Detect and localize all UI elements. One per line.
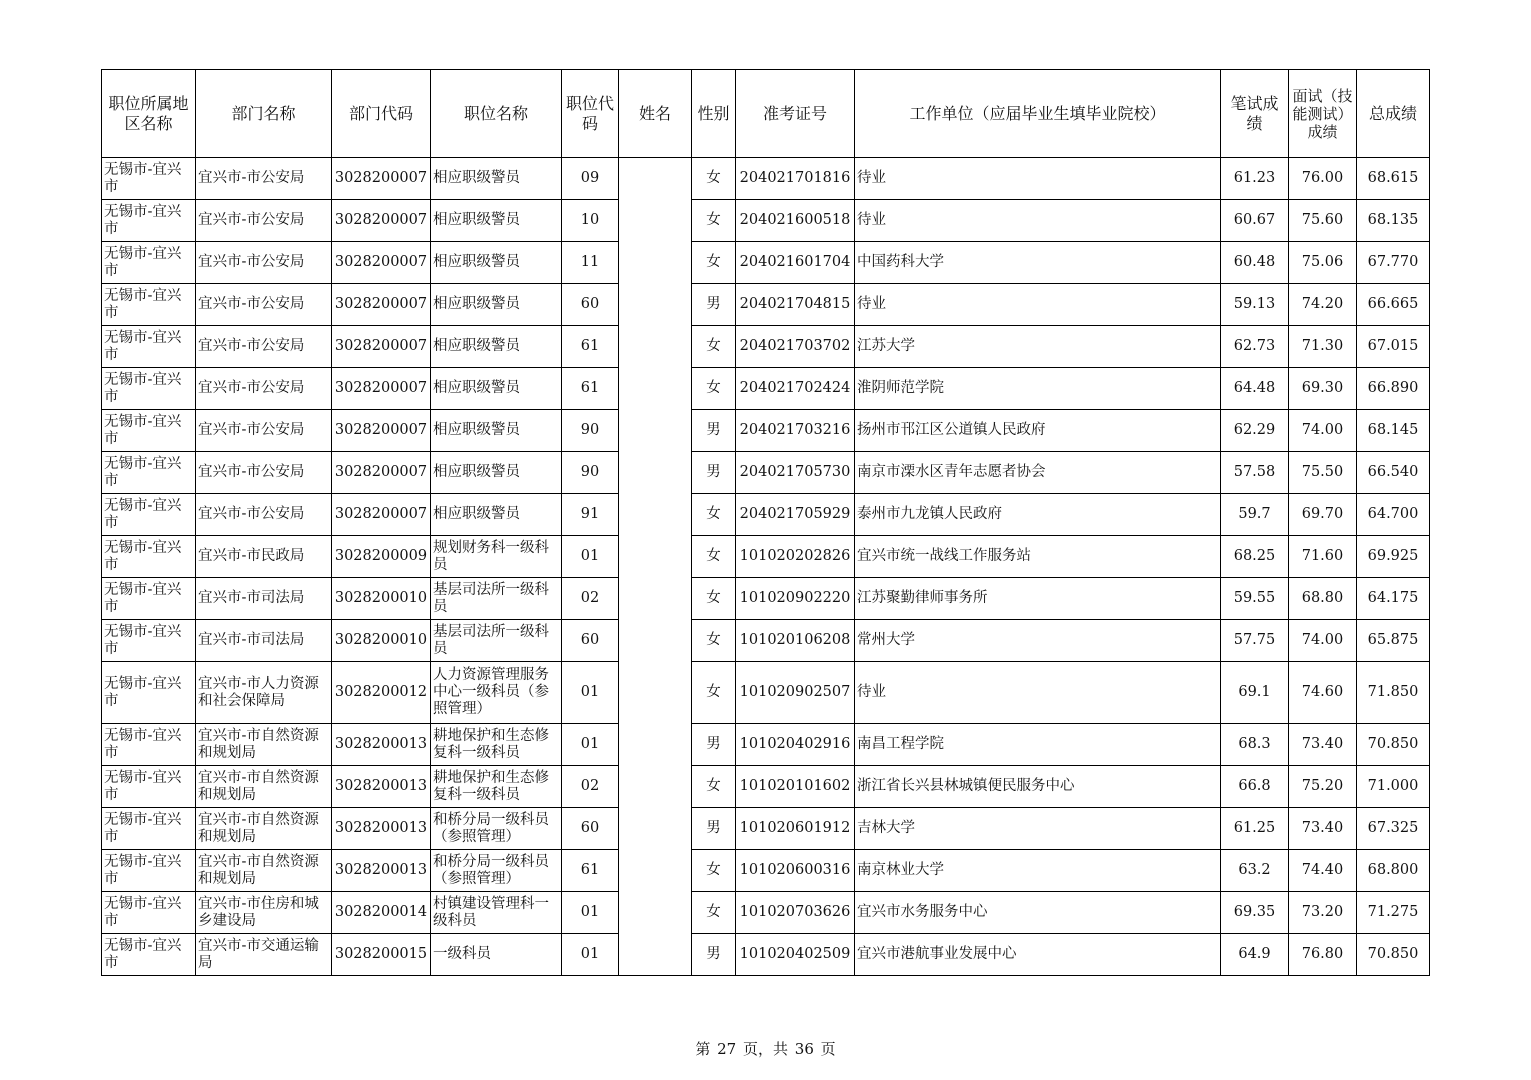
cell-dept-code: 3028200007: [332, 494, 431, 536]
cell-written: 64.9: [1221, 934, 1289, 976]
cell-interview: 73.20: [1289, 892, 1357, 934]
cell-interview: 74.20: [1289, 284, 1357, 326]
cell-position: 基层司法所一级科员: [431, 578, 562, 620]
cell-written: 66.8: [1221, 766, 1289, 808]
cell-dept-code: 3028200007: [332, 284, 431, 326]
cell-employer: 南昌工程学院: [855, 724, 1221, 766]
table-row: [102, 662, 1430, 724]
cell-position: 相应职级警员: [431, 368, 562, 410]
cell-gender: 女: [692, 326, 736, 368]
cell-written: 59.7: [1221, 494, 1289, 536]
cell-position: 相应职级警员: [431, 452, 562, 494]
cell-name: [619, 934, 692, 976]
cell-dept-code: 3028200007: [332, 410, 431, 452]
cell-pos-code: 02: [562, 578, 619, 620]
cell-exam-no: 204021705730: [736, 452, 855, 494]
cell-interview: 71.60: [1289, 536, 1357, 578]
cell-written: 69.35: [1221, 892, 1289, 934]
cell-region: 无锡市-宜兴市: [102, 850, 196, 892]
cell-pos-code: 01: [562, 536, 619, 578]
cell-exam-no: 101020703626: [736, 892, 855, 934]
cell-exam-no: 101020902507: [736, 662, 855, 724]
cell-employer: 宜兴市水务服务中心: [855, 892, 1221, 934]
cell-pos-code: 90: [562, 452, 619, 494]
cell-employer: 南京市溧水区青年志愿者协会: [855, 452, 1221, 494]
cell-position: 耕地保护和生态修复科一级科员: [431, 724, 562, 766]
cell-employer: 吉林大学: [855, 808, 1221, 850]
cell-region: 无锡市-宜兴市: [102, 200, 196, 242]
cell-region: 无锡市-宜兴市: [102, 494, 196, 536]
page-footer: [0, 1038, 1531, 1059]
cell-employer: 南京林业大学: [855, 850, 1221, 892]
cell-dept: 宜兴市-市住房和城乡建设局: [196, 892, 332, 934]
table-row: [102, 536, 1430, 578]
cell-position: 相应职级警员: [431, 410, 562, 452]
cell-gender: 男: [692, 452, 736, 494]
cell-pos-code: 90: [562, 410, 619, 452]
cell-interview: 75.06: [1289, 242, 1357, 284]
score-table: [101, 69, 1430, 976]
cell-position: 和桥分局一级科员（参照管理）: [431, 808, 562, 850]
cell-dept-code: 3028200013: [332, 808, 431, 850]
cell-written: 57.58: [1221, 452, 1289, 494]
table-row: [102, 578, 1430, 620]
table-row: [102, 410, 1430, 452]
cell-exam-no: 204021600518: [736, 200, 855, 242]
cell-gender: 女: [692, 578, 736, 620]
cell-gender: 女: [692, 200, 736, 242]
cell-exam-no: 101020402509: [736, 934, 855, 976]
table-row: [102, 200, 1430, 242]
cell-interview: 74.40: [1289, 850, 1357, 892]
cell-total: 66.540: [1357, 452, 1430, 494]
cell-exam-no: 101020106208: [736, 620, 855, 662]
cell-written: 63.2: [1221, 850, 1289, 892]
cell-interview: 74.60: [1289, 662, 1357, 724]
cell-dept: 宜兴市-市公安局: [196, 242, 332, 284]
cell-pos-code: 01: [562, 724, 619, 766]
header-written: 笔试成绩: [1221, 70, 1289, 158]
cell-interview: 76.00: [1289, 158, 1357, 200]
footer-page-number: 27: [717, 1040, 737, 1058]
cell-name: [619, 200, 692, 242]
cell-position: 相应职级警员: [431, 242, 562, 284]
cell-name: [619, 494, 692, 536]
cell-position: 相应职级警员: [431, 200, 562, 242]
cell-total: 68.135: [1357, 200, 1430, 242]
table-row: [102, 158, 1430, 200]
cell-region: 无锡市-宜兴市: [102, 808, 196, 850]
cell-total: 64.175: [1357, 578, 1430, 620]
cell-exam-no: 204021601704: [736, 242, 855, 284]
cell-position: 耕地保护和生态修复科一级科员: [431, 766, 562, 808]
cell-interview: 74.00: [1289, 620, 1357, 662]
cell-position: 村镇建设管理科一级科员: [431, 892, 562, 934]
cell-position: 相应职级警员: [431, 158, 562, 200]
cell-exam-no: 204021704815: [736, 284, 855, 326]
cell-exam-no: 101020402916: [736, 724, 855, 766]
cell-total: 71.850: [1357, 662, 1430, 724]
cell-name: [619, 242, 692, 284]
cell-dept-code: 3028200012: [332, 662, 431, 724]
cell-region: 无锡市-宜兴市: [102, 934, 196, 976]
cell-written: 59.55: [1221, 578, 1289, 620]
cell-exam-no: 204021705929: [736, 494, 855, 536]
cell-employer: 扬州市邗江区公道镇人民政府: [855, 410, 1221, 452]
cell-dept-code: 3028200010: [332, 620, 431, 662]
header-dept: 部门名称: [196, 70, 332, 158]
cell-region: 无锡市-宜兴市: [102, 242, 196, 284]
cell-name: [619, 536, 692, 578]
cell-written: 60.67: [1221, 200, 1289, 242]
cell-dept: 宜兴市-市公安局: [196, 368, 332, 410]
table-row: [102, 242, 1430, 284]
cell-name: [619, 284, 692, 326]
cell-name: [619, 724, 692, 766]
cell-dept-code: 3028200007: [332, 452, 431, 494]
cell-region: 无锡市-宜兴市: [102, 578, 196, 620]
cell-employer: 泰州市九龙镇人民政府: [855, 494, 1221, 536]
cell-dept-code: 3028200013: [332, 766, 431, 808]
cell-employer: 待业: [855, 200, 1221, 242]
header-total: 总成绩: [1357, 70, 1430, 158]
header-gender: 性别: [692, 70, 736, 158]
cell-gender: 女: [692, 766, 736, 808]
cell-exam-no: 204021703216: [736, 410, 855, 452]
cell-dept: 宜兴市-市自然资源和规划局: [196, 850, 332, 892]
cell-interview: 69.70: [1289, 494, 1357, 536]
cell-gender: 女: [692, 892, 736, 934]
cell-gender: 女: [692, 620, 736, 662]
cell-employer: 淮阴师范学院: [855, 368, 1221, 410]
footer-prefix: 第: [695, 1040, 711, 1058]
header-region: 职位所属地区名称: [102, 70, 196, 158]
cell-dept: 宜兴市-市公安局: [196, 284, 332, 326]
cell-exam-no: 101020600316: [736, 850, 855, 892]
header-employer: 工作单位（应届毕业生填毕业院校）: [855, 70, 1221, 158]
cell-name: [619, 368, 692, 410]
cell-region: 无锡市-宜兴市: [102, 158, 196, 200]
cell-interview: 71.30: [1289, 326, 1357, 368]
cell-employer: 江苏大学: [855, 326, 1221, 368]
cell-gender: 女: [692, 662, 736, 724]
cell-name: [619, 578, 692, 620]
cell-pos-code: 01: [562, 662, 619, 724]
cell-dept-code: 3028200009: [332, 536, 431, 578]
cell-gender: 女: [692, 158, 736, 200]
cell-name: [619, 326, 692, 368]
cell-total: 66.890: [1357, 368, 1430, 410]
cell-written: 59.13: [1221, 284, 1289, 326]
cell-pos-code: 61: [562, 850, 619, 892]
cell-pos-code: 91: [562, 494, 619, 536]
cell-region: 无锡市-宜兴市: [102, 410, 196, 452]
cell-dept: 宜兴市-市交通运输局: [196, 934, 332, 976]
cell-region: 无锡市-宜兴市: [102, 892, 196, 934]
header-name: 姓名: [619, 70, 692, 158]
cell-region: 无锡市-宜兴市: [102, 662, 196, 724]
cell-gender: 女: [692, 536, 736, 578]
cell-gender: 女: [692, 850, 736, 892]
table-row: [102, 326, 1430, 368]
cell-employer: 宜兴市港航事业发展中心: [855, 934, 1221, 976]
cell-interview: 73.40: [1289, 808, 1357, 850]
header-position: 职位名称: [431, 70, 562, 158]
cell-total: 70.850: [1357, 934, 1430, 976]
cell-position: 规划财务科一级科员: [431, 536, 562, 578]
cell-interview: 75.20: [1289, 766, 1357, 808]
cell-written: 61.23: [1221, 158, 1289, 200]
cell-interview: 73.40: [1289, 724, 1357, 766]
cell-exam-no: 204021703702: [736, 326, 855, 368]
cell-dept-code: 3028200015: [332, 934, 431, 976]
cell-dept: 宜兴市-市自然资源和规划局: [196, 724, 332, 766]
cell-position: 相应职级警员: [431, 326, 562, 368]
cell-employer: 浙江省长兴县林城镇便民服务中心: [855, 766, 1221, 808]
cell-position: 人力资源管理服务中心一级科员（参照管理）: [431, 662, 562, 724]
cell-interview: 74.00: [1289, 410, 1357, 452]
header-interview: 面试（技能测试）成绩: [1289, 70, 1357, 158]
cell-written: 61.25: [1221, 808, 1289, 850]
cell-position: 相应职级警员: [431, 284, 562, 326]
cell-name: [619, 158, 692, 200]
cell-dept-code: 3028200007: [332, 158, 431, 200]
table-row: [102, 452, 1430, 494]
cell-employer: 宜兴市统一战线工作服务站: [855, 536, 1221, 578]
cell-position: 相应职级警员: [431, 494, 562, 536]
cell-written: 62.73: [1221, 326, 1289, 368]
table-row: [102, 892, 1430, 934]
cell-written: 57.75: [1221, 620, 1289, 662]
cell-name: [619, 410, 692, 452]
cell-gender: 男: [692, 284, 736, 326]
cell-exam-no: 204021701816: [736, 158, 855, 200]
cell-position: 基层司法所一级科员: [431, 620, 562, 662]
cell-name: [619, 620, 692, 662]
cell-region: 无锡市-宜兴市: [102, 724, 196, 766]
cell-pos-code: 61: [562, 326, 619, 368]
header-pos-code: 职位代码: [562, 70, 619, 158]
cell-employer: 中国药科大学: [855, 242, 1221, 284]
cell-exam-no: 101020101602: [736, 766, 855, 808]
cell-dept: 宜兴市-市人力资源和社会保障局: [196, 662, 332, 724]
cell-employer: 江苏聚勤律师事务所: [855, 578, 1221, 620]
table-row: [102, 724, 1430, 766]
cell-dept: 宜兴市-市公安局: [196, 494, 332, 536]
cell-interview: 68.80: [1289, 578, 1357, 620]
cell-dept: 宜兴市-市公安局: [196, 326, 332, 368]
cell-region: 无锡市-宜兴市: [102, 452, 196, 494]
cell-written: 64.48: [1221, 368, 1289, 410]
cell-pos-code: 61: [562, 368, 619, 410]
cell-written: 68.25: [1221, 536, 1289, 578]
footer-suffix: 页: [820, 1040, 836, 1058]
cell-dept: 宜兴市-市公安局: [196, 158, 332, 200]
cell-total: 71.275: [1357, 892, 1430, 934]
cell-dept-code: 3028200007: [332, 368, 431, 410]
table-row: [102, 850, 1430, 892]
cell-region: 无锡市-宜兴市: [102, 326, 196, 368]
cell-pos-code: 60: [562, 284, 619, 326]
cell-region: 无锡市-宜兴市: [102, 766, 196, 808]
cell-pos-code: 60: [562, 620, 619, 662]
table-row: [102, 934, 1430, 976]
cell-dept-code: 3028200007: [332, 326, 431, 368]
cell-gender: 男: [692, 808, 736, 850]
cell-name: [619, 766, 692, 808]
footer-mid: 页，共: [742, 1040, 788, 1058]
cell-employer: 待业: [855, 284, 1221, 326]
cell-total: 71.000: [1357, 766, 1430, 808]
cell-dept-code: 3028200010: [332, 578, 431, 620]
cell-position: 和桥分局一级科员（参照管理）: [431, 850, 562, 892]
cell-dept: 宜兴市-市自然资源和规划局: [196, 766, 332, 808]
cell-name: [619, 850, 692, 892]
cell-exam-no: 204021702424: [736, 368, 855, 410]
table-row: [102, 284, 1430, 326]
footer-total-pages: 36: [794, 1040, 814, 1058]
cell-dept: 宜兴市-市公安局: [196, 410, 332, 452]
cell-dept: 宜兴市-市司法局: [196, 620, 332, 662]
cell-exam-no: 101020601912: [736, 808, 855, 850]
cell-pos-code: 60: [562, 808, 619, 850]
cell-dept-code: 3028200013: [332, 850, 431, 892]
header-exam-no: 准考证号: [736, 70, 855, 158]
cell-gender: 男: [692, 934, 736, 976]
cell-pos-code: 10: [562, 200, 619, 242]
cell-pos-code: 01: [562, 892, 619, 934]
cell-total: 65.875: [1357, 620, 1430, 662]
cell-total: 68.145: [1357, 410, 1430, 452]
cell-interview: 75.60: [1289, 200, 1357, 242]
header-row: [102, 70, 1430, 158]
cell-dept: 宜兴市-市自然资源和规划局: [196, 808, 332, 850]
cell-employer: 常州大学: [855, 620, 1221, 662]
cell-dept-code: 3028200007: [332, 242, 431, 284]
cell-written: 69.1: [1221, 662, 1289, 724]
cell-total: 70.850: [1357, 724, 1430, 766]
table-row: [102, 368, 1430, 410]
cell-total: 66.665: [1357, 284, 1430, 326]
cell-region: 无锡市-宜兴市: [102, 536, 196, 578]
cell-name: [619, 892, 692, 934]
cell-dept-code: 3028200007: [332, 200, 431, 242]
cell-region: 无锡市-宜兴市: [102, 620, 196, 662]
cell-total: 67.770: [1357, 242, 1430, 284]
cell-written: 60.48: [1221, 242, 1289, 284]
cell-region: 无锡市-宜兴市: [102, 368, 196, 410]
cell-total: 68.615: [1357, 158, 1430, 200]
header-dept-code: 部门代码: [332, 70, 431, 158]
cell-pos-code: 01: [562, 934, 619, 976]
cell-pos-code: 02: [562, 766, 619, 808]
cell-interview: 75.50: [1289, 452, 1357, 494]
table-row: [102, 766, 1430, 808]
cell-written: 62.29: [1221, 410, 1289, 452]
cell-dept: 宜兴市-市司法局: [196, 578, 332, 620]
table-row: [102, 808, 1430, 850]
cell-dept: 宜兴市-市公安局: [196, 452, 332, 494]
cell-name: [619, 662, 692, 724]
cell-dept-code: 3028200013: [332, 724, 431, 766]
cell-pos-code: 09: [562, 158, 619, 200]
cell-region: 无锡市-宜兴市: [102, 284, 196, 326]
cell-employer: 待业: [855, 158, 1221, 200]
cell-employer: 待业: [855, 662, 1221, 724]
table-row: [102, 494, 1430, 536]
cell-total: 69.925: [1357, 536, 1430, 578]
cell-pos-code: 11: [562, 242, 619, 284]
cell-gender: 女: [692, 494, 736, 536]
cell-interview: 76.80: [1289, 934, 1357, 976]
cell-gender: 女: [692, 242, 736, 284]
cell-exam-no: 101020202826: [736, 536, 855, 578]
cell-name: [619, 808, 692, 850]
cell-exam-no: 101020902220: [736, 578, 855, 620]
cell-total: 64.700: [1357, 494, 1430, 536]
cell-dept: 宜兴市-市公安局: [196, 200, 332, 242]
cell-gender: 女: [692, 368, 736, 410]
cell-total: 67.325: [1357, 808, 1430, 850]
cell-interview: 69.30: [1289, 368, 1357, 410]
cell-dept: 宜兴市-市民政局: [196, 536, 332, 578]
cell-gender: 男: [692, 410, 736, 452]
cell-total: 67.015: [1357, 326, 1430, 368]
cell-dept-code: 3028200014: [332, 892, 431, 934]
table-row: [102, 620, 1430, 662]
cell-gender: 男: [692, 724, 736, 766]
cell-name: [619, 452, 692, 494]
cell-written: 68.3: [1221, 724, 1289, 766]
cell-total: 68.800: [1357, 850, 1430, 892]
cell-position: 一级科员: [431, 934, 562, 976]
